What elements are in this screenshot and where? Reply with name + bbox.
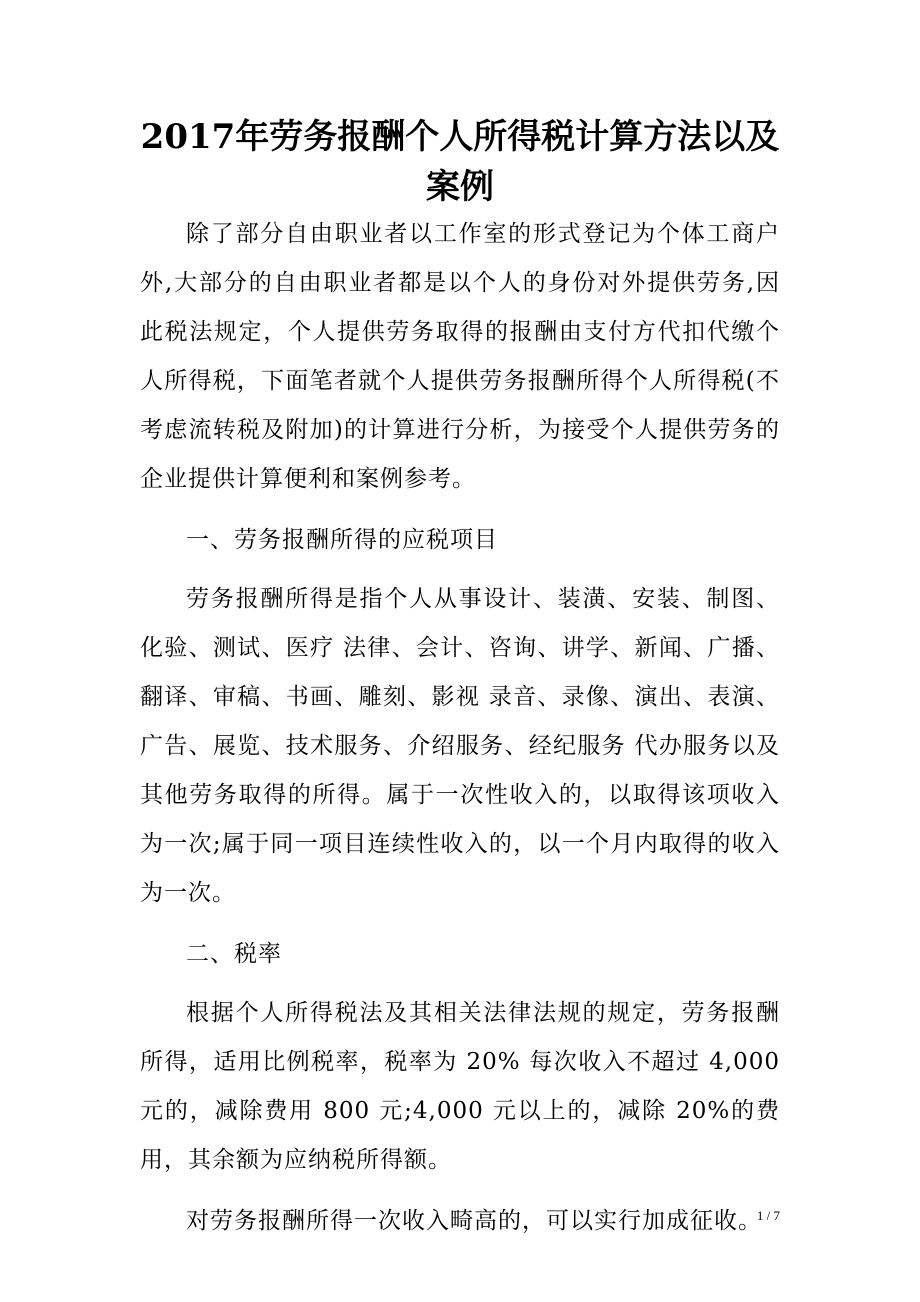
document-body — [140, 210, 780, 1246]
tax-rate-paragraph: 根据个人所得税法及其相关法律法规的规定，劳务报酬所得，适用比例税率，税率为 20% 每次收入不超过 4,000 元的，减除费用 800 元;4,000 元以上的，减除 20%的费用，其余额为应纳税所得额。 — [140, 1000, 780, 1173]
page-number: 1 / 7 — [756, 1208, 780, 1223]
section-heading-tax-rate: 二、税率 — [186, 941, 282, 967]
intro-paragraph: 除了部分自由职业者以工作室的形式登记为个体工商户外,大部分的自由职业者都是以个人的身份对外提供劳务,因此税法规定，个人提供劳务取得的报酬由支付方代扣代缴个人所得税，下面笔者就个人提供劳务报酬所得个人所得税(不考虑流转税及附加)的计算进行分析，为接受个人提供劳务的企业提供计算便利和案例参考。 — [140, 221, 780, 492]
surcharge-paragraph: 对劳务报酬所得一次收入畸高的，可以实行加成征收。 — [186, 1208, 762, 1234]
section-heading-taxable-items: 一、劳务报酬所得的应税项目 — [186, 527, 498, 553]
taxable-items-paragraph: 劳务报酬所得是指个人从事设计、装潢、安装、制图、化验、测试、医疗 法律、会计、咨询、讲学、新闻、广播、翻译、审稿、书画、雕刻、影视 录音、录像、演出、表演、广告、展览、技术服务、介绍服务、经纪服务 代办服务以及其他劳务取得的所得。属于一次性收入的，以取得该项收入为一次;属于同一项目连续性收入的，以一个月内取得的收入为一次。 — [140, 586, 780, 906]
document-title: 2017年劳务报酬个人所得税计算方法以及案例 — [140, 117, 780, 207]
